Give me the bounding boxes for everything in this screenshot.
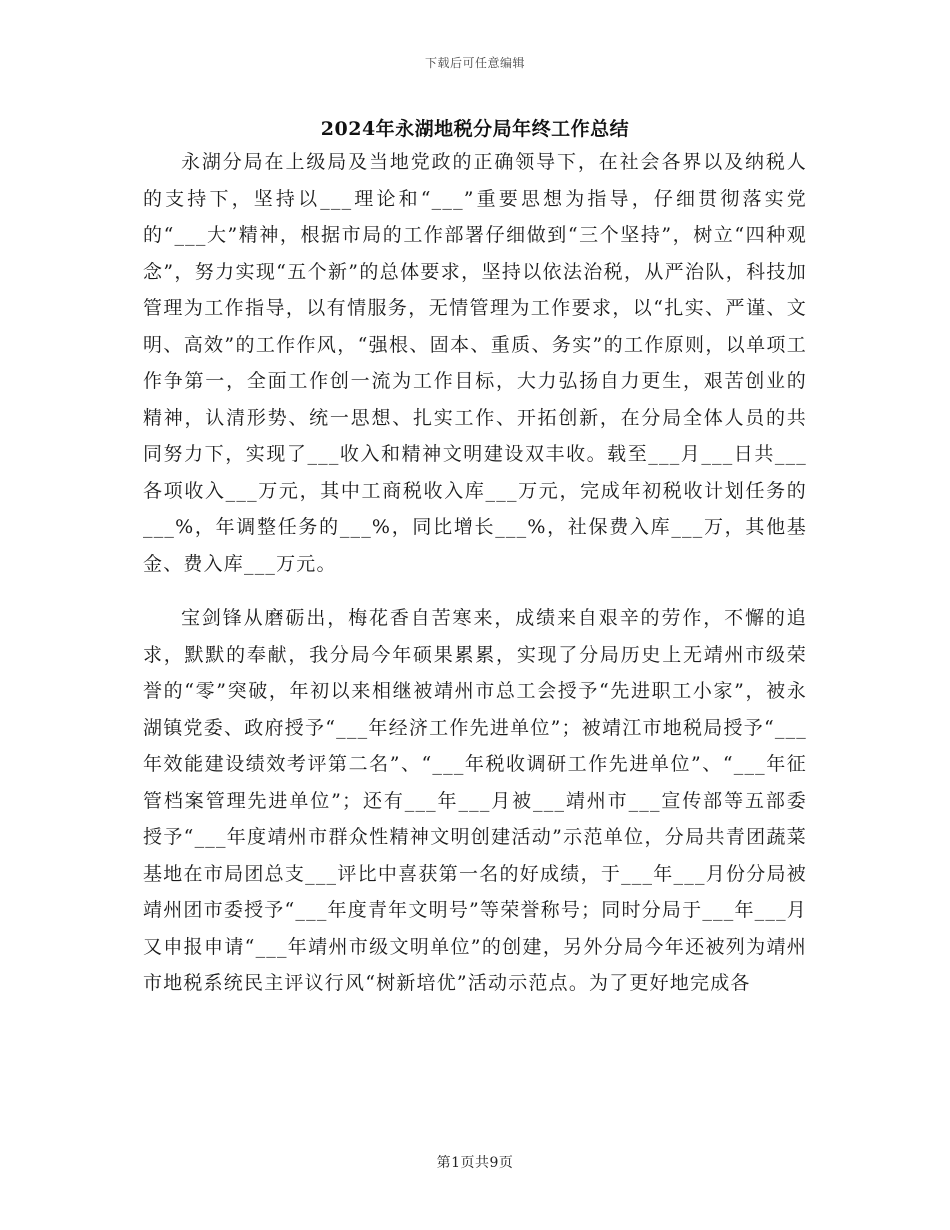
page-number: 第1页共9页 [436, 1155, 514, 1171]
header-note: 下载后可任意编辑 [424, 56, 525, 70]
document-body [143, 144, 807, 1002]
document-title: 2024年永湖地税分局年终工作总结 [320, 118, 630, 140]
paragraph: 永湖分局在上级局及当地党政的正确领导下，在社会各界以及纳税人的支持下，坚持以___理论和“___”重要思想为指导，仔细贯彻落实党的“___大”精神，根据市局的工作部署仔细做到“三个坚持”，树立“四种观念”，努力实现“五个新”的总体要求，坚持以依法治税，从严治队，科技加管理为工作指导，以有情服务，无情管理为工作要求，以“扎实、严谨、文明、高效”的工作作风，“强根、固本、重质、务实”的工作原则，以单项工作争第一，全面工作创一流为工作目标，大力弘扬自力更生，艰苦创业的精神，认清形势、统一思想、扎实工作、开拓创新，在分局全体人员的共同努力下，实现了___收入和精神文明建设双丰收。载至___月___日共___各项收入___万元，其中工商税收入库___万元，完成年初税收计划任务的___%，年调整任务的___%，同比增长___%，社保费入库___万，其他基金、费入库___万元。 [143, 151, 807, 575]
paragraph: 宝剑锋从磨砺出，梅花香自苦寒来，成绩来自艰辛的劳作，不懈的追求，默默的奉献，我分局今年硕果累累，实现了分局历史上无靖州市级荣誉的“零”突破，年初以来相继被靖州市总工会授予“先进职工小家”，被永湖镇党委、政府授予“___年经济工作先进单位”；被靖江市地税局授予“___年效能建设绩效考评第二名”、“___年税收调研工作先进单位”、“___年征管档案管理先进单位”；还有___年___月被___靖州市___宣传部等五部委授予“___年度靖州市群众性精神文明创建活动”示范单位，分局共青团蔬菜基地在市局团总支___评比中喜获第一名的好成绩，于___年___月份分局被靖州团市委授予“___年度青年文明号”等荣誉称号；同时分局于___年___月又申报申请“___年靖州市级文明单位”的创建，另外分局今年还被列为靖州市地税系统民主评议行风“树新培优”活动示范点。为了更好地完成各 [143, 607, 807, 994]
